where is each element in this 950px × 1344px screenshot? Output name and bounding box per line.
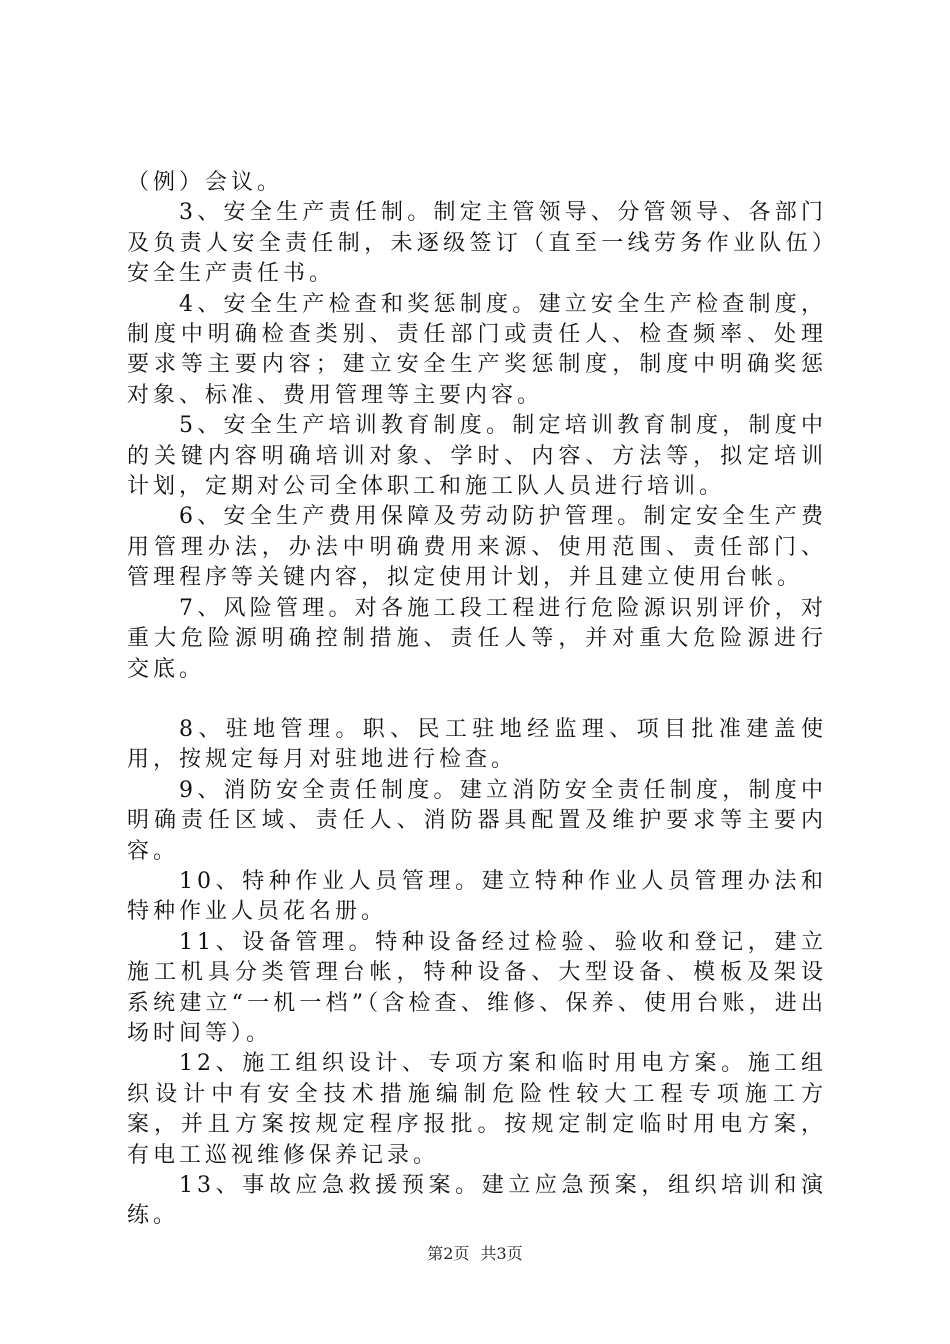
paragraph-item-5: 5、安全生产培训教育制度。制定培训教育制度，制度中的关键内容明确培训对象、学时、内容、方法等，拟定培训计划，定期对公司全体职工和施工队人员进行培训。 xyxy=(127,413,827,500)
paragraph-item-4: 4、安全生产检查和奖惩制度。建立安全生产检查制度，制度中明确检查类别、责任部门或责任人、检查频率、处理要求等主要内容；建立安全生产奖惩制度，制度中明确奖惩对象、标准、费用管理等主要内容。 xyxy=(127,291,827,408)
paragraph-item-6: 6、安全生产费用保障及劳动防护管理。制定安全生产费用管理办法，办法中明确费用来源、使用范围、责任部门、管理程序等关键内容，拟定使用计划，并且建立使用台帐。 xyxy=(127,504,827,591)
paragraph-item-7: 7、风险管理。对各施工段工程进行危险源识别评价，对重大危险源明确控制措施、责任人等，并对重大危险源进行交底。 xyxy=(127,595,827,682)
document-body xyxy=(127,168,827,1232)
page-number: 第2页 xyxy=(427,1244,470,1263)
paragraph-item-8: 8、驻地管理。职、民工驻地经监理、项目批准建盖使用，按规定每月对驻地进行检查。 xyxy=(127,716,827,773)
page-footer xyxy=(0,1244,950,1264)
page-total: 共3页 xyxy=(480,1244,523,1263)
paragraph-continuation: （例）会议。 xyxy=(127,170,284,195)
paragraph-item-13: 13、事故应急救援预案。建立应急预案，组织培训和演练。 xyxy=(127,1173,827,1229)
paragraph-item-12: 12、施工组织设计、专项方案和临时用电方案。施工组织设计中有安全技术措施编制危险性较大工程专项施工方案，并且方案按规定程序报批。按规定制定临时用电方案，有电工巡视维修保养记录。 xyxy=(127,1051,827,1168)
paragraph-item-9: 9、消防安全责任制度。建立消防安全责任制度，制度中明确责任区域、责任人、消防器具配置及维护要求等主要内容。 xyxy=(127,777,827,864)
paragraph-item-10: 10、特种作业人员管理。建立特种作业人员管理办法和特种作业人员花名册。 xyxy=(127,868,827,925)
paragraph-item-11: 11、设备管理。特种设备经过检验、验收和登记，建立施工机具分类管理台帐，特种设备、大型设备、模板及架设系统建立“一机一档”（含检查、维修、保养、使用台账，进出场时间等）。 xyxy=(127,929,827,1046)
paragraph-item-3: 3、安全生产责任制。制定主管领导、分管领导、各部门及负责人安全责任制，未逐级签订（直至一线劳务作业队伍）安全生产责任书。 xyxy=(127,200,827,287)
